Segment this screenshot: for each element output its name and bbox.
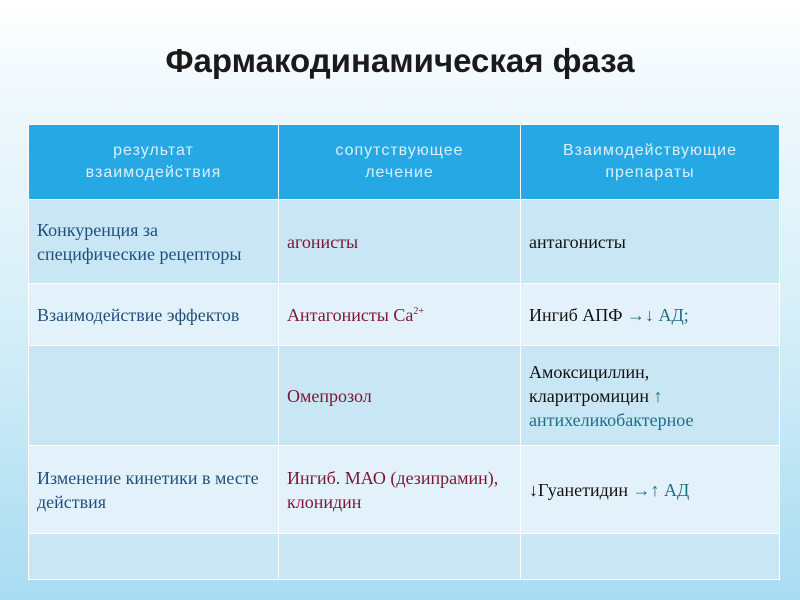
cell-treatment	[279, 534, 521, 580]
table-row	[29, 200, 780, 284]
table-row	[29, 534, 780, 580]
cell-drugs-text: кларитромицин	[529, 385, 650, 406]
header-text: препараты	[605, 164, 695, 181]
table-row	[29, 284, 780, 346]
cell-drugs: антагонисты	[521, 200, 780, 284]
cell-drugs	[521, 284, 780, 346]
cell-drugs	[521, 446, 780, 534]
effect-arrow: ↑	[649, 385, 663, 406]
slide-title: Фармакодинамическая фаза	[165, 42, 635, 79]
effect-arrow: →↓ АД;	[622, 304, 689, 325]
header-text: Взаимодействующие	[562, 142, 738, 159]
cell-result: Изменение кинетики в месте действия	[29, 446, 279, 534]
cell-result: Конкуренция за специфические рецепторы	[29, 200, 279, 284]
table-header-row	[29, 125, 780, 200]
cell-drugs-text: Амоксициллин,	[529, 361, 650, 382]
table-row	[29, 446, 780, 534]
table-row	[29, 346, 780, 446]
cell-result	[29, 346, 279, 446]
cell-treatment: агонисты	[279, 200, 521, 284]
superscript-charge: 2+	[413, 305, 424, 317]
cell-result: Взаимодействие эффектов	[29, 284, 279, 346]
header-concomitant-treatment	[279, 125, 521, 200]
header-text: взаимодействия	[85, 164, 222, 181]
cell-drugs	[521, 534, 780, 580]
cell-result	[29, 534, 279, 580]
effect-arrow: →↑ АД	[628, 479, 690, 500]
interaction-table	[28, 124, 780, 580]
header-text: лечение	[365, 164, 434, 181]
header-text: результат	[113, 142, 194, 159]
cell-treatment-text: Антагонисты Са	[287, 304, 414, 325]
cell-effect-text: антихеликобактерное	[529, 409, 694, 430]
cell-treatment: Омепрозол	[279, 346, 521, 446]
cell-drugs	[521, 346, 780, 446]
header-interacting-drugs	[521, 125, 780, 200]
header-interaction-result	[29, 125, 279, 200]
cell-drugs-text: ↓Гуанетидин	[529, 479, 629, 500]
header-text: сопутствующее	[335, 142, 464, 159]
cell-treatment	[279, 284, 521, 346]
cell-drugs-text: Ингиб АПФ	[529, 304, 623, 325]
cell-treatment: Ингиб. МАО (дезипрамин), клонидин	[279, 446, 521, 534]
